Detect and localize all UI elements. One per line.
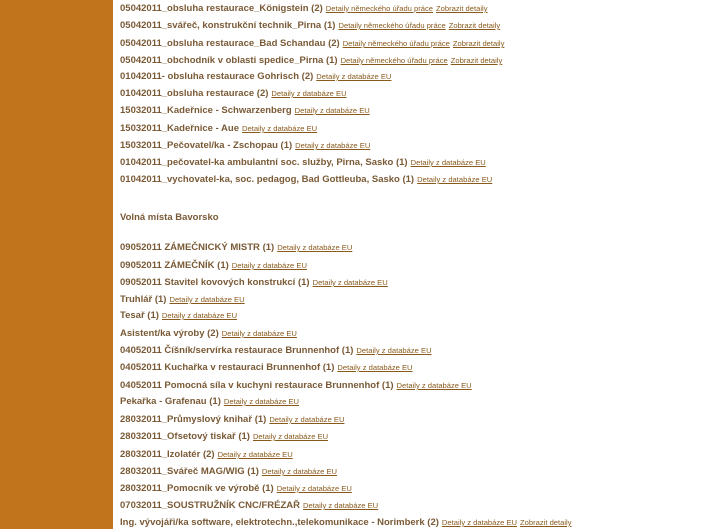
job-count: (1)	[217, 260, 229, 271]
details-link[interactable]: Detaily z databáze EU	[295, 141, 371, 150]
job-listing-row	[120, 345, 432, 357]
job-title: Ing. vývojáři/ka software, elektrotechn.,telekomunikace - Norimberk	[120, 517, 425, 528]
job-listing-row	[120, 500, 378, 512]
show-details-link[interactable]: Zobrazit detaily	[452, 39, 505, 48]
job-title: 07032011_SOUSTRUŽNÍK CNC/FRÉZAŘ	[120, 500, 301, 511]
show-details-link[interactable]: Zobrazit detaily	[448, 21, 501, 30]
job-listing-row	[120, 328, 297, 340]
details-link[interactable]: Detaily z databáze EU	[276, 484, 352, 493]
details-link[interactable]: Detaily německého úřadu práce	[338, 21, 446, 30]
job-title: 04052011 Číšník/servírka restaurace Brunnenhof	[120, 345, 340, 356]
job-title: 01042011- obsluha restaurace Gohrisch	[120, 71, 300, 82]
job-listing-row	[120, 88, 347, 100]
job-count: (2)	[301, 71, 314, 82]
job-title: 05042011_obchodník v oblasti spedice_Pirna	[120, 55, 324, 66]
job-title: 28032011_Svářeč MAG/WIG	[120, 466, 245, 477]
job-listing-row	[120, 466, 337, 478]
details-link[interactable]: Detaily z databáze EU	[252, 432, 329, 441]
left-accent-stripe	[0, 0, 113, 529]
job-count: (2)	[311, 3, 323, 14]
job-count: (1)	[402, 174, 415, 185]
job-listing-row	[120, 362, 413, 374]
job-title: 15032011_Kadeřnice - Aue	[120, 123, 240, 134]
job-title: Truhlář	[120, 294, 153, 305]
job-listing-row	[120, 20, 500, 32]
job-listing-row	[120, 3, 488, 15]
job-listing-row	[120, 294, 245, 306]
show-details-link[interactable]: Zobrazit detaily	[436, 4, 488, 13]
job-title: 04052011 Kuchařka v restauraci Brunnenhof	[120, 362, 321, 373]
details-link[interactable]: Detaily z databáze EU	[231, 261, 307, 270]
job-count: (1)	[154, 294, 167, 305]
job-listing-row	[120, 157, 486, 169]
job-title: 09052011 ZÁMEČNICKÝ MISTR	[120, 242, 260, 253]
details-link[interactable]: Detaily z databáze EU	[294, 106, 370, 115]
job-count: (1)	[147, 310, 159, 321]
details-link[interactable]: Detaily z databáze EU	[242, 124, 318, 133]
details-link[interactable]: Detaily z databáze EU	[312, 278, 388, 287]
details-link[interactable]: Detaily německého úřadu práce	[340, 56, 448, 65]
job-listing-row	[120, 449, 293, 461]
job-count: (1)	[254, 414, 267, 425]
job-listing-row	[120, 174, 492, 186]
job-title: 09052011 ZÁMEČNÍK	[120, 260, 215, 271]
job-listing-row	[120, 242, 352, 254]
job-count: (2)	[202, 449, 215, 460]
job-count: (2)	[207, 328, 219, 339]
details-link[interactable]: Detaily z databáze EU	[269, 415, 345, 424]
job-title: 09052011 Stavitel kovových konstrukcí	[120, 277, 296, 288]
job-listing-row	[120, 396, 299, 408]
job-title: 28032011_Izolatér	[120, 449, 201, 460]
details-link[interactable]: Detaily z databáze EU	[316, 72, 392, 81]
job-title: 01042011_vychovatel-ka, soc. pedagog, Bad Gottleuba, Sasko	[120, 174, 400, 185]
job-listing-row	[120, 55, 502, 67]
details-link[interactable]: Detaily z databáze EU	[217, 450, 293, 459]
job-count: (1)	[381, 380, 394, 391]
job-title: 01042011_obsluha restaurace	[120, 88, 255, 99]
job-count: (2)	[256, 88, 269, 99]
job-count: (2)	[328, 38, 340, 49]
job-count: (1)	[322, 362, 335, 373]
job-count: (1)	[341, 345, 354, 356]
details-link[interactable]: Detaily z databáze EU	[161, 311, 238, 320]
job-count: (1)	[325, 55, 338, 66]
job-count: (1)	[247, 466, 259, 477]
job-listing-row	[120, 380, 472, 392]
job-listing-row	[120, 140, 370, 152]
job-title: 01042011_pečovatel-ka ambulantní soc. služby, Pirna, Sasko	[120, 157, 394, 168]
job-count: (1)	[238, 431, 250, 442]
job-title: 05042011_svářeč, konstrukční technik_Pirna	[120, 20, 322, 31]
details-link[interactable]: Detaily z databáze EU	[271, 89, 347, 98]
job-title: Asistent/ka výroby	[120, 328, 205, 339]
job-title: 28032011_Průmyslový knihař	[120, 414, 253, 425]
job-listing-panel	[113, 0, 706, 529]
job-listing-row	[120, 123, 317, 135]
job-count: (1)	[297, 277, 310, 288]
job-listing-row	[120, 38, 504, 50]
job-title: Pekařka - Grafenau	[120, 396, 207, 407]
details-link[interactable]: Detaily německého úřadu práce	[342, 39, 450, 48]
job-listing-row	[120, 483, 352, 495]
job-title: 15032011_Kadeřnice - Schwarzenberg	[120, 105, 292, 116]
job-listing-row	[120, 414, 344, 426]
details-link[interactable]: Detaily z databáze EU	[221, 329, 297, 338]
job-title: 05042011_obsluha restaurace_Königstein	[120, 3, 309, 14]
job-listing-row	[120, 71, 391, 83]
details-link[interactable]: Detaily z databáze EU	[396, 381, 472, 390]
bavaria-section-heading: Volná místa Bavorsko	[120, 212, 219, 223]
details-link[interactable]: Detaily z databáze EU	[169, 295, 245, 304]
job-listing-row	[120, 105, 370, 117]
job-count: (1)	[395, 157, 408, 168]
job-listing-row	[120, 277, 388, 289]
job-title: Tesař	[120, 310, 145, 321]
details-link[interactable]: Detaily z databáze EU	[261, 467, 338, 476]
details-link[interactable]: Detaily z databáze EU	[417, 175, 493, 184]
details-link[interactable]: Detaily z databáze EU	[356, 346, 432, 355]
job-count: (1)	[209, 396, 221, 407]
job-title: 04052011 Pomocná síla v kuchyni restaurace Brunnenhof	[120, 380, 380, 391]
details-link[interactable]: Detaily z databáze EU	[337, 363, 413, 372]
job-listing-row	[120, 431, 328, 443]
show-details-link[interactable]: Zobrazit detaily	[450, 56, 503, 65]
details-link[interactable]: Detaily z databáze EU	[441, 518, 518, 527]
job-count: (1)	[262, 242, 275, 253]
details-link[interactable]: Detaily z databáze EU	[277, 243, 353, 252]
details-link[interactable]: Detaily z databáze EU	[303, 501, 379, 510]
job-title: 28032011_Ofsetový tiskař	[120, 431, 236, 442]
job-title: 28032011_Pomocník ve výrobě	[120, 483, 260, 494]
job-count: (2)	[427, 517, 439, 528]
show-details-link[interactable]: Zobrazit detaily	[520, 518, 572, 527]
job-count: (1)	[262, 483, 274, 494]
job-title: 05042011_obsluha restaurace_Bad Schandau	[120, 38, 326, 49]
job-listing-row	[120, 517, 572, 529]
job-listing-row	[120, 260, 307, 272]
job-count: (1)	[280, 140, 293, 151]
job-listing-row	[120, 310, 237, 322]
job-count: (1)	[323, 20, 336, 31]
details-link[interactable]: Detaily z databáze EU	[410, 158, 486, 167]
job-title: 15032011_Pečovatel/ka - Zschopau	[120, 140, 278, 151]
details-link[interactable]: Detaily německého úřadu práce	[325, 4, 433, 13]
details-link[interactable]: Detaily z databáze EU	[223, 397, 300, 406]
